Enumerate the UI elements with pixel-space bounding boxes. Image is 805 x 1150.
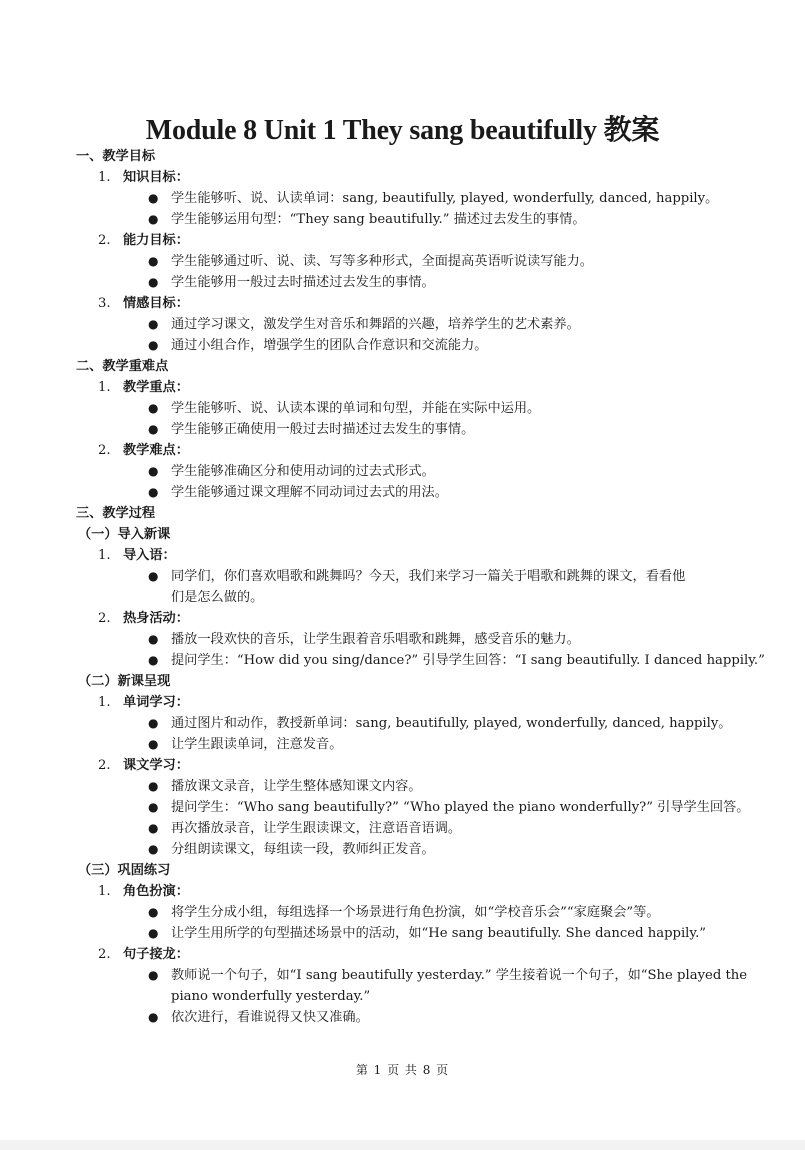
bullet-icon: ●	[148, 1010, 159, 1024]
bullet-icon: ●	[148, 317, 159, 331]
list-number: 1.	[98, 380, 111, 395]
bullet-icon: ●	[148, 212, 159, 226]
bullet-icon: ●	[148, 821, 159, 835]
list-item-text: 学生能够通过听、说、读、写等多种形式，全面提高英语听说读写能力。	[171, 254, 593, 269]
part-heading: （一）导入新课	[78, 527, 171, 542]
subsection-label: 角色扮演：	[123, 884, 189, 899]
bullet-icon: ●	[148, 191, 159, 205]
subsection-label: 教学难点：	[123, 443, 189, 458]
list-item	[0, 461, 805, 482]
page-bottom-edge	[0, 1140, 805, 1150]
list-item-text: 通过学习课文，激发学生对音乐和舞蹈的兴趣，培养学生的艺术素养。	[171, 317, 580, 332]
bullet-icon: ●	[148, 254, 159, 268]
list-item	[0, 650, 805, 671]
section-heading: 二、教学重难点	[76, 359, 169, 374]
list-item	[0, 272, 805, 293]
bullet-icon: ●	[148, 569, 159, 583]
list-item-text: 分组朗读课文，每组读一段，教师纠正发音。	[171, 842, 435, 857]
list-item-text: 依次进行，看谁说得又快又准确。	[171, 1010, 369, 1025]
list-item	[0, 482, 805, 503]
list-item-text: 通过小组合作，增强学生的团队合作意识和交流能力。	[171, 338, 488, 353]
list-item	[0, 818, 805, 839]
subsection-label: 热身活动：	[123, 611, 189, 626]
list-item-text: 提问学生：“Who sang beautifully?” “Who played the piano wonderfully?” 引导学生回答。	[171, 800, 750, 815]
bullet-icon: ●	[148, 275, 159, 289]
list-item-text: 播放课文录音，让学生整体感知课文内容。	[171, 779, 422, 794]
list-number: 2.	[98, 758, 111, 773]
subsection-heading	[0, 692, 805, 713]
bullet-icon: ●	[148, 926, 159, 940]
part-heading: （二）新课呈现	[78, 674, 171, 689]
subsection-label: 句子接龙：	[123, 947, 189, 962]
subsection-heading	[0, 167, 805, 188]
section-heading: 三、教学过程	[76, 506, 156, 521]
list-item	[0, 734, 805, 755]
subsection-label: 课文学习：	[123, 758, 189, 773]
subsection-heading	[0, 881, 805, 902]
list-item	[0, 713, 805, 734]
list-number: 2.	[98, 611, 111, 626]
list-item	[0, 314, 805, 335]
list-item-text: 学生能够运用句型：“They sang beautifully.” 描述过去发生的事情。	[171, 212, 586, 227]
subsection-heading	[0, 608, 805, 629]
bullet-icon: ●	[148, 737, 159, 751]
list-item	[0, 188, 805, 209]
list-item-text: 播放一段欢快的音乐，让学生跟着音乐唱歌和跳舞，感受音乐的魅力。	[171, 632, 580, 647]
list-item-continuation: piano wonderfully yesterday.”	[171, 989, 371, 1004]
bullet-icon: ●	[148, 485, 159, 499]
list-item	[0, 335, 805, 356]
list-item-text: 将学生分成小组，每组选择一个场景进行角色扮演，如“学校音乐会”“家庭聚会”等。	[171, 905, 660, 920]
list-item-text: 学生能够准确区分和使用动词的过去式形式。	[171, 464, 435, 479]
subsection-label: 单词学习：	[123, 695, 189, 710]
list-number: 1.	[98, 884, 111, 899]
subsection-heading	[0, 293, 805, 314]
list-item-text: 学生能够听、说、认读本课的单词和句型，并能在实际中运用。	[171, 401, 541, 416]
list-item	[0, 1007, 805, 1028]
subsection-label: 情感目标：	[123, 296, 189, 311]
bullet-icon: ●	[148, 632, 159, 646]
subsection-heading	[0, 944, 805, 965]
list-item-continuation: 们是怎么做的。	[171, 590, 264, 605]
list-item	[0, 776, 805, 797]
subsection-label: 教学重点：	[123, 380, 189, 395]
list-item	[0, 797, 805, 818]
subsection-label: 导入语：	[123, 548, 176, 563]
list-item	[0, 566, 805, 587]
list-number: 2.	[98, 443, 111, 458]
list-item	[0, 419, 805, 440]
subsection-heading	[0, 440, 805, 461]
list-number: 1.	[98, 170, 111, 185]
list-item-text: 学生能够听、说、认读单词：sang, beautifully, played, wonderfully, danced, happily。	[171, 191, 719, 206]
list-item-text: 通过图片和动作，教授新单词：sang, beautifully, played, wonderfully, danced, happily。	[171, 716, 732, 731]
bullet-icon: ●	[148, 968, 159, 982]
list-item	[0, 902, 805, 923]
list-item-text: 提问学生：“How did you sing/dance?” 引导学生回答：“I sang beautifully. I danced happily.”	[171, 653, 765, 668]
list-item-text: 学生能够正确使用一般过去时描述过去发生的事情。	[171, 422, 475, 437]
list-item	[0, 398, 805, 419]
part-heading: （三）巩固练习	[78, 863, 171, 878]
page-footer: 第 1 页 共 8 页	[355, 1063, 450, 1077]
section-heading: 一、教学目标	[76, 149, 156, 164]
list-number: 1.	[98, 695, 111, 710]
list-item	[0, 251, 805, 272]
bullet-icon: ●	[148, 800, 159, 814]
bullet-icon: ●	[148, 716, 159, 730]
list-item-text: 教师说一个句子，如“I sang beautifully yesterday.” 学生接着说一个句子，如“She played the	[171, 968, 748, 983]
bullet-icon: ●	[148, 653, 159, 667]
bullet-icon: ●	[148, 779, 159, 793]
list-item	[0, 965, 805, 986]
subsection-heading	[0, 377, 805, 398]
subsection-heading	[0, 230, 805, 251]
list-item-text: 让学生用所学的句型描述场景中的活动，如“He sang beautifully. She danced happily.”	[171, 926, 707, 941]
subsection-label: 知识目标：	[123, 170, 189, 185]
subsection-label: 能力目标：	[123, 233, 189, 248]
bullet-icon: ●	[148, 464, 159, 478]
list-item-text: 让学生跟读单词，注意发音。	[171, 737, 343, 752]
list-item-text: 同学们，你们喜欢唱歌和跳舞吗？今天，我们来学习一篇关于唱歌和跳舞的课文，看看他	[171, 569, 686, 584]
bullet-icon: ●	[148, 338, 159, 352]
bullet-icon: ●	[148, 842, 159, 856]
bullet-icon: ●	[148, 422, 159, 436]
subsection-heading	[0, 545, 805, 566]
list-item	[0, 209, 805, 230]
list-number: 3.	[98, 296, 111, 311]
page-title: Module 8 Unit 1 They sang beautifully 教案	[145, 115, 660, 146]
bullet-icon: ●	[148, 401, 159, 415]
list-number: 2.	[98, 233, 111, 248]
list-number: 2.	[98, 947, 111, 962]
list-item	[0, 629, 805, 650]
subsection-heading	[0, 755, 805, 776]
list-number: 1.	[98, 548, 111, 563]
list-item-text: 再次播放录音，让学生跟读课文，注意语音语调。	[171, 821, 462, 836]
list-item	[0, 839, 805, 860]
list-item-text: 学生能够通过课文理解不同动词过去式的用法。	[171, 485, 448, 500]
bullet-icon: ●	[148, 905, 159, 919]
document-body	[0, 146, 805, 1028]
list-item-text: 学生能够用一般过去时描述过去发生的事情。	[171, 275, 435, 290]
list-item	[0, 923, 805, 944]
